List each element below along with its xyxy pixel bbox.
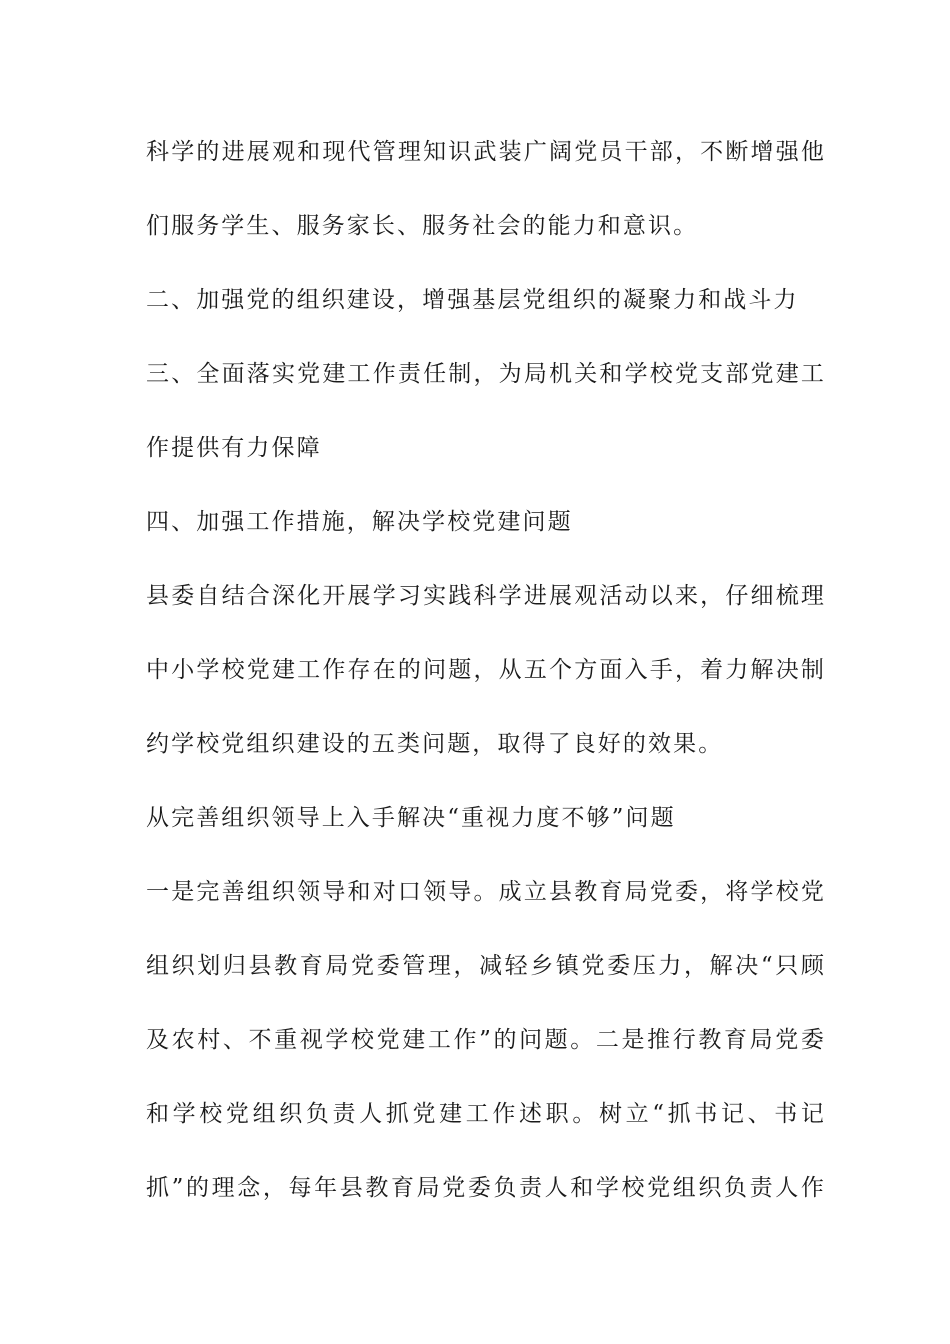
section-heading-continued: 作提供有力保障 — [146, 435, 322, 461]
section-heading: 四、加强工作措施，解决学校党建问题 — [146, 509, 573, 535]
body-text-line: 约学校党组织建设的五类问题，取得了良好的效果。 — [146, 731, 724, 757]
subsection-heading: 从完善组织领导上入手解决“重视力度不够”问题 — [146, 805, 676, 831]
body-text-line: 一是完善组织领导和对口领导。成立县教育局党委，将学校党 — [146, 879, 826, 905]
section-heading: 三、全面落实党建工作责任制，为局机关和学校党支部党建工 — [146, 361, 826, 387]
body-text-line: 县委自结合深化开展学习实践科学进展观活动以来，仔细梳理 — [146, 583, 826, 609]
body-text-line: 中小学校党建工作存在的问题，从五个方面入手，着力解决制 — [146, 657, 826, 683]
body-text-line: 及农村、不重视学校党建工作”的问题。二是推行教育局党委 — [146, 1027, 826, 1053]
body-text-line: 组织划归县教育局党委管理，减轻乡镇党委压力，解决“只顾 — [146, 953, 826, 979]
body-text-line: 们服务学生、服务家长、服务社会的能力和意识。 — [146, 213, 699, 239]
section-heading: 二、加强党的组织建设，增强基层党组织的凝聚力和战斗力 — [146, 287, 799, 313]
body-text-line: 和学校党组织负责人抓党建工作述职。树立“抓书记、书记 — [146, 1101, 826, 1127]
body-text-line: 科学的进展观和现代管理知识武装广阔党员干部，不断增强他 — [146, 139, 826, 165]
body-text-line: 抓”的理念，每年县教育局党委负责人和学校党组织负责人作 — [146, 1175, 826, 1201]
